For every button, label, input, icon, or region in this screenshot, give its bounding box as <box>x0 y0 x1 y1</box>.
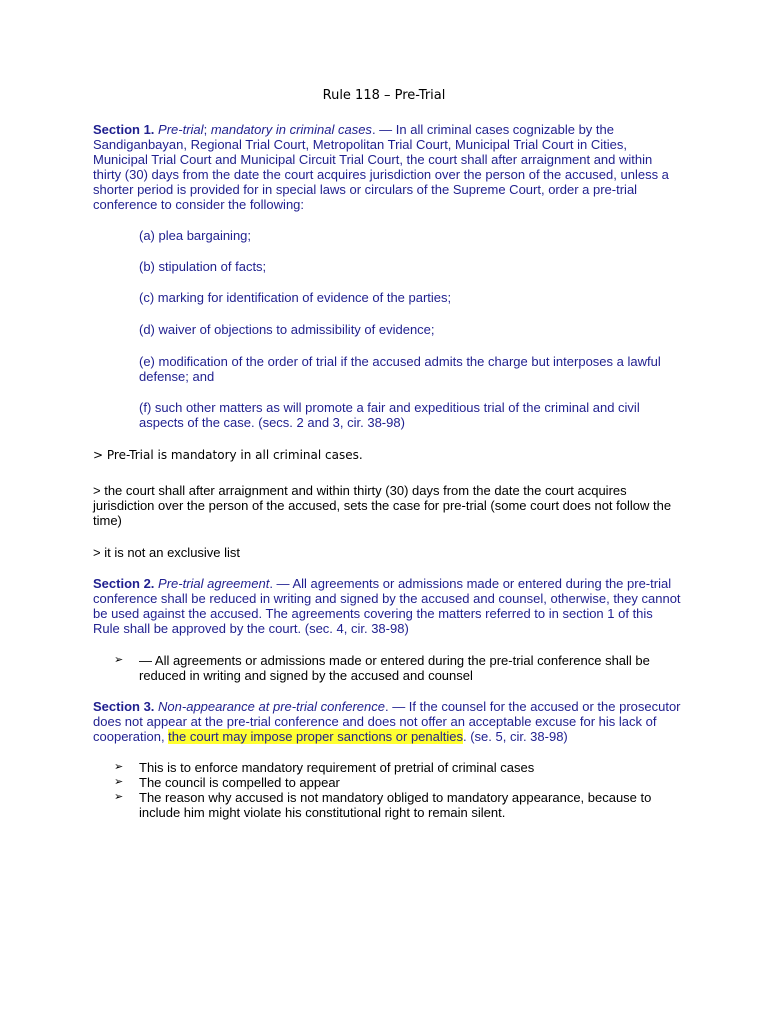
list-item <box>114 775 684 790</box>
arrow-bullet-icon: ➢ <box>114 791 124 803</box>
section-1-item: (b) stipulation of facts; <box>139 259 267 274</box>
list-item-text: — All agreements or admissions made or entered during the pre-trial conference shall be reduced in writing and signed by the accused and counsel <box>139 653 650 683</box>
section-3-heading: Section 3. <box>93 699 155 714</box>
note-line: > Pre-Trial is mandatory in all criminal cases. <box>93 448 363 462</box>
list-item-text: The reason why accused is not mandatory obliged to mandatory appearance, because to include him might violate his constitutional right to remain silent. <box>139 790 652 820</box>
list-item-text: This is to enforce mandatory requirement of pretrial of criminal cases <box>139 760 535 775</box>
list-item <box>114 790 684 820</box>
highlighted-text: the court may impose proper sanctions or penalties <box>168 729 463 744</box>
note-line: > it is not an exclusive list <box>93 545 241 560</box>
list-item <box>114 653 684 683</box>
section-2-subtitle: Pre-trial agreement <box>158 576 270 591</box>
section-1-item: (e) modification of the order of trial if the accused admits the charge but interposes a lawful defense; and <box>139 354 661 384</box>
section-1-body: . — In all criminal cases cognizable by the Sandiganbayan, Regional Trial Court, Metropolitan Trial Court, Municipal Trial Court in Cities, Municipal Trial Court and Municipal Circuit Trial Court, the court shall after arraignment and within thirty (30) days from the date the court acquires jurisdiction over the person of the accused, unless a shorter period is provided for in special laws or circulars of the Supreme Court, order a pre-trial conference to consider the following: <box>93 122 669 212</box>
section-3-subtitle: Non-appearance at pre-trial conference <box>158 699 385 714</box>
section-1-subtitle-a: Pre-trial <box>158 122 204 137</box>
arrow-bullet-icon: ➢ <box>114 654 124 666</box>
arrow-bullet-icon: ➢ <box>114 761 124 773</box>
page-title: Rule 118 – Pre-Trial <box>322 88 446 103</box>
section-1-paragraph <box>93 122 683 212</box>
list-item-text: The council is compelled to appear <box>139 775 340 790</box>
section-1-item: (c) marking for identification of evidence of the parties; <box>139 290 452 305</box>
list-item <box>114 760 684 775</box>
section-3-body-b: . (se. 5, cir. 38-98) <box>463 729 568 744</box>
section-3-paragraph <box>93 699 683 744</box>
section-1-item: (f) such other matters as will promote a fair and expeditious trial of the criminal and civil aspects of the case. (secs. 2 and 3, cir. 38-98) <box>139 400 640 430</box>
section-1-item: (d) waiver of objections to admissibility of evidence; <box>139 322 435 337</box>
section-3-body-a: . — If the counsel for the accused or the prosecutor does not appear at the pre-trial conference and does not offer an acceptable excuse for his lack of cooperation, <box>93 699 681 744</box>
note-line: > the court shall after arraignment and within thirty (30) days from the date the court acquires jurisdiction over the person of the accused, sets the case for pre-trial (some court does not follow the time) <box>93 483 672 528</box>
section-2-body: . — All agreements or admissions made or entered during the pre-trial conference shall be reduced in writing and signed by the accused and counsel, otherwise, they cannot be used against the accused. The agreements covering the matters referred to in section 1 of this Rule shall be approved by the court. (sec. 4, cir. 38-98) <box>93 576 681 636</box>
arrow-bullet-icon: ➢ <box>114 776 124 788</box>
section-1-sep: ; <box>203 122 208 137</box>
section-2-paragraph <box>93 576 683 636</box>
section-2-heading: Section 2. <box>93 576 155 591</box>
section-1-item: (a) plea bargaining; <box>139 228 252 243</box>
section-1-heading: Section 1. <box>93 122 155 137</box>
section-1-subtitle-b: mandatory in criminal cases <box>210 122 372 137</box>
